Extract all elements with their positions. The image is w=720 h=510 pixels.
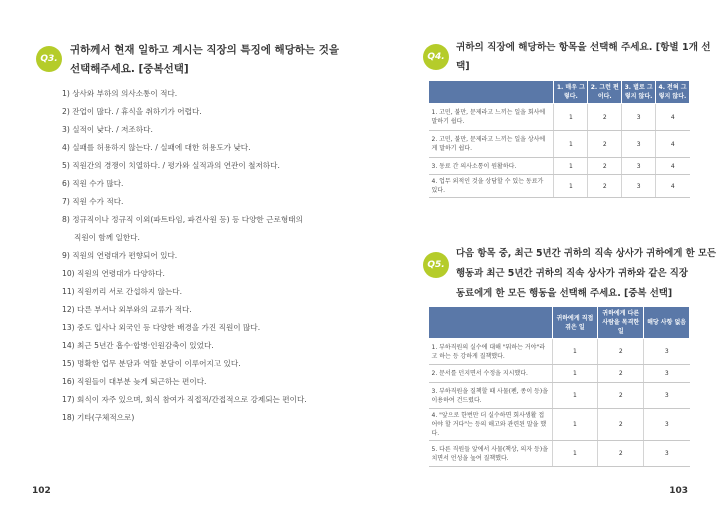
q5-choice[interactable]: 1 — [552, 365, 598, 383]
q4-header-row — [429, 81, 690, 104]
q4-choice[interactable]: 1 — [554, 175, 588, 198]
q5-choice[interactable]: 3 — [644, 365, 690, 383]
q4-choice[interactable]: 3 — [622, 131, 656, 158]
q4-choice[interactable]: 4 — [656, 175, 690, 198]
q5-header-1: 귀하에게 직접 겪은 일 — [552, 307, 598, 339]
q3-option: 6) 직원 수가 많다. — [62, 179, 124, 188]
q4-header-1: 1. 매우 그렇다. — [554, 81, 588, 104]
q3-option: 10) 직원의 연령대가 다양하다. — [62, 269, 165, 278]
q4-choice[interactable]: 3 — [622, 104, 656, 131]
q5-row — [429, 441, 690, 467]
q3-option: 9) 직원의 연령대가 편향되어 있다. — [62, 251, 178, 260]
q3-question — [70, 41, 339, 79]
q5-header-3: 해당 사항 없음 — [644, 307, 690, 339]
q4-row-label: 3. 동료 간 의사소통이 원활하다. — [429, 158, 554, 175]
q3-line2: 선택해주세요. [중복선택] — [70, 63, 189, 75]
q4-row-label: 4. 업무 외적인 것을 상담할 수 있는 동료가 있다. — [429, 175, 554, 198]
q3-option: 17) 회식이 자주 있으며, 회식 참여가 직접적/간접적으로 강제되는 편이다. — [62, 395, 307, 404]
q5-row-label: 2. 문서를 던지면서 수정을 지시했다. — [429, 365, 553, 383]
q3-option: 1) 상사와 부하의 의사소통이 적다. — [62, 89, 178, 98]
q5-row-label: 3. 부하직원을 질책할 때 사물(펜, 종이 등)을 이용하여 건드렸다. — [429, 383, 553, 409]
q5-choice[interactable]: 1 — [552, 409, 598, 441]
q4-header-4: 4. 전혀 그렇지 않다. — [656, 81, 690, 104]
q4-choice[interactable]: 2 — [588, 104, 622, 131]
q5-table-body — [429, 339, 690, 467]
q5-choice[interactable]: 2 — [598, 441, 644, 467]
q3-option: 16) 직원들이 대부분 늦게 퇴근하는 편이다. — [62, 377, 207, 386]
q3-option: 3) 실적이 낮다. / 저조하다. — [62, 125, 153, 134]
q3-option: 11) 직원끼리 서로 간섭하지 않는다. — [62, 287, 183, 296]
q4-choice[interactable]: 4 — [656, 131, 690, 158]
q4-header-2: 2. 그런 편이다. — [588, 81, 622, 104]
q3-option: 5) 직원간의 경쟁이 치열하다. / 평가와 실적과의 연관이 철저하다. — [62, 161, 280, 170]
q3-badge: Q3. — [36, 46, 62, 72]
q5-header-item — [429, 307, 553, 339]
page-number-right: 103 — [669, 486, 688, 496]
q5-row-label: 5. 다른 직원들 앞에서 사물(책상, 의자 등)을 치면서 언성을 높여 질책했다. — [429, 441, 553, 467]
q4-choice[interactable]: 2 — [588, 175, 622, 198]
q5-choice[interactable]: 3 — [644, 409, 690, 441]
q4-choice[interactable]: 3 — [622, 158, 656, 175]
q4-row-label: 1. 고민, 불만, 문제라고 느끼는 일을 회사에 말하기 쉽다. — [429, 104, 554, 131]
q5-row — [429, 409, 690, 441]
q5-choice[interactable]: 1 — [552, 339, 598, 365]
q4-table-body — [429, 104, 690, 198]
q5-row-label: 1. 부하직원의 실수에 대해 "뭐하는 거야"라고 하는 등 강하게 질책했다. — [429, 339, 553, 365]
q5-row-label: 4. "앞으로 한번만 더 실수하면 회사생활 접어야 할 거다"는 등의 해고와 관련된 말을 했다. — [429, 409, 553, 441]
q3-option: 18) 기타(구체적으로) — [62, 413, 135, 422]
q4-choice[interactable]: 1 — [554, 158, 588, 175]
q3-option: 12) 다른 부서나 외부와의 교류가 적다. — [62, 305, 192, 314]
q5-choice[interactable]: 2 — [598, 339, 644, 365]
q4-row — [429, 158, 690, 175]
q5-line1: 다음 항목 중, 최근 5년간 귀하의 직속 상사가 귀하에게 한 모든 — [456, 248, 717, 259]
q5-row — [429, 339, 690, 365]
q5-line3: 동료에게 한 모든 행동을 선택해 주세요. [중복 선택] — [456, 288, 673, 299]
q5-header-row — [429, 307, 690, 339]
q5-choice[interactable]: 2 — [598, 409, 644, 441]
q5-row — [429, 383, 690, 409]
q3-option: 14) 최근 5년간 흡수·합병·인원감축이 있었다. — [62, 341, 214, 350]
q5-choice[interactable]: 1 — [552, 383, 598, 409]
q5-choice[interactable]: 3 — [644, 383, 690, 409]
q3-option: 7) 직원 수가 적다. — [62, 197, 124, 206]
q3-line1: 귀하께서 현재 일하고 계시는 직장의 특징에 해당하는 것을 — [70, 44, 340, 56]
q5-choice[interactable]: 3 — [644, 441, 690, 467]
q4-row-label: 2. 고민, 불만, 문제라고 느끼는 일을 상사에게 말하기 쉽다. — [429, 131, 554, 158]
q4-choice[interactable]: 1 — [554, 104, 588, 131]
q3-option: 2) 잔업이 많다. / 휴식을 취하기가 어렵다. — [62, 107, 202, 116]
q5-question — [456, 244, 716, 304]
right-page — [360, 0, 720, 510]
q4-header-3: 3. 별로 그렇지 않다. — [622, 81, 656, 104]
q5-badge: Q5. — [423, 252, 449, 278]
q4-row — [429, 131, 690, 158]
q4-header-item — [429, 81, 554, 104]
q3-option: 8) 정규직이나 정규직 이외(파트타임, 파견사원 등) 등 다양한 근로형태의 — [62, 215, 303, 224]
q5-line2: 행동과 최근 5년간 귀하의 직속 상사가 귀하와 같은 직장 — [456, 268, 688, 279]
q5-header-2: 귀하에게 다른 사람을 목격한 일 — [598, 307, 644, 339]
q4-choice[interactable]: 3 — [622, 175, 656, 198]
q5-choice[interactable]: 2 — [598, 383, 644, 409]
q3-option: 15) 명확한 업무 분담과 역할 분담이 이루어지고 있다. — [62, 359, 241, 368]
q5-row — [429, 365, 690, 383]
q4-choice[interactable]: 4 — [656, 158, 690, 175]
q4-row — [429, 175, 690, 198]
q3-option: 직원이 함께 일한다. — [74, 233, 140, 242]
q4-row — [429, 104, 690, 131]
q4-choice[interactable]: 2 — [588, 131, 622, 158]
q5-choice[interactable]: 2 — [598, 365, 644, 383]
q4-choice[interactable]: 4 — [656, 104, 690, 131]
page-number-left: 102 — [32, 486, 51, 496]
q5-table — [428, 306, 690, 467]
q4-choice[interactable]: 1 — [554, 131, 588, 158]
q5-choice[interactable]: 3 — [644, 339, 690, 365]
q4-table — [428, 80, 690, 198]
q4-question: 귀하의 직장에 해당하는 항목을 선택해 주세요. [항별 1개 선택] — [456, 42, 711, 72]
q5-choice[interactable]: 1 — [552, 441, 598, 467]
q4-badge: Q4. — [423, 44, 449, 70]
q3-option: 13) 중도 입사나 외국인 등 다양한 배경을 가진 직원이 많다. — [62, 323, 261, 332]
q4-choice[interactable]: 2 — [588, 158, 622, 175]
q3-option: 4) 실패를 허용하지 않는다. / 실패에 대한 허용도가 낮다. — [62, 143, 251, 152]
